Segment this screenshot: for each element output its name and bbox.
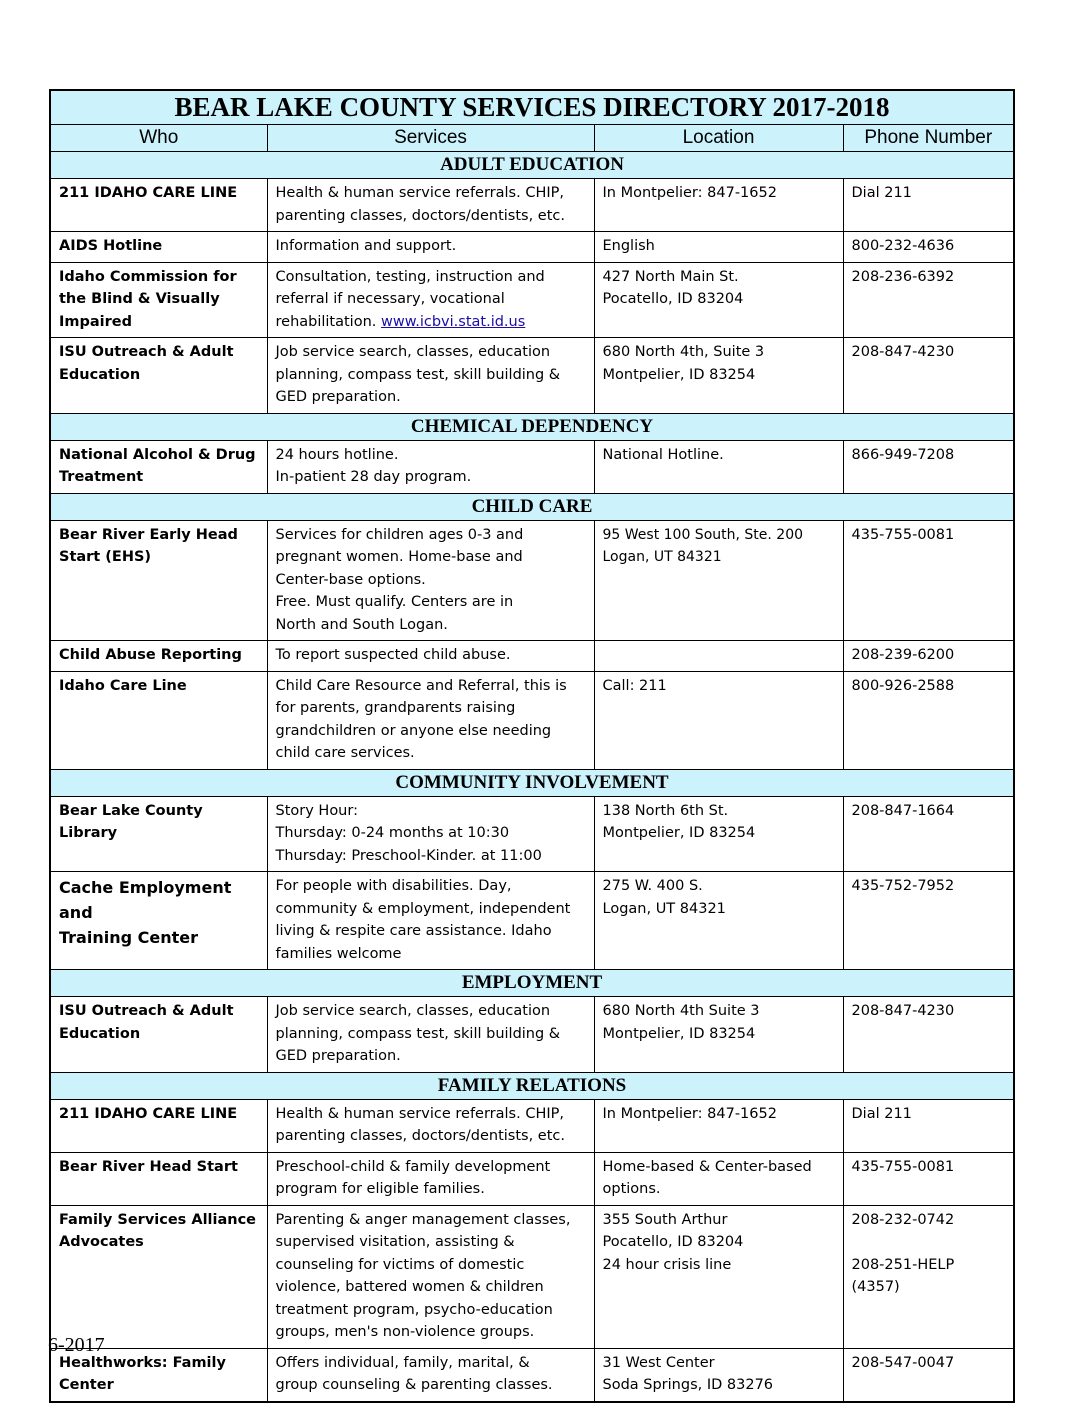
location-cell [594, 641, 843, 672]
services-text: For people with disabilities. Day, community & employment, independent living & respite care assistance. Idaho families welcome [275, 878, 571, 962]
services-text: Preschool-child & family development program for eligible families. [275, 1158, 551, 1197]
services-text: Job service search, classes, education planning, compass test, skill building & GED preparation. [275, 344, 561, 405]
who-cell: Child Abuse Reporting [50, 641, 267, 672]
phone-cell: 208-232-0742 208-251-HELP (4357) [843, 1205, 1014, 1348]
location-cell: National Hotline. [594, 440, 843, 493]
section-heading: FAMILY RELATIONS [50, 1072, 1014, 1099]
services-text: Health & human service referrals. CHIP, parenting classes, doctors/dentists, etc. [275, 1105, 565, 1144]
location-cell: In Montpelier: 847-1652 [594, 179, 843, 232]
services-text: Consultation, testing, instruction and referral if necessary, vocational rehabilitation. [275, 268, 545, 330]
who-cell: Healthworks: Family Center [50, 1348, 267, 1402]
services-cell [267, 796, 594, 872]
services-cell [267, 179, 594, 232]
table-row [50, 641, 1014, 672]
section-row [50, 970, 1014, 997]
table-row [50, 1152, 1014, 1205]
section-row [50, 152, 1014, 179]
table-row [50, 872, 1014, 970]
who-cell: Bear River Head Start [50, 1152, 267, 1205]
services-cell [267, 1099, 594, 1152]
phone-cell: 435-752-7952 [843, 872, 1014, 970]
phone-cell: 866-949-7208 [843, 440, 1014, 493]
location-cell: Call: 211 [594, 671, 843, 769]
phone-cell: 208-847-4230 [843, 338, 1014, 414]
services-text: Story Hour: Thursday: 0-24 months at 10:30 Thursday: Preschool-Kinder. at 11:00 [275, 802, 542, 864]
table-row [50, 997, 1014, 1073]
location-cell: 680 North 4th, Suite 3 Montpelier, ID 83254 [594, 338, 843, 414]
phone-cell: 208-847-4230 [843, 997, 1014, 1073]
services-text: Child Care Resource and Referral, this is for parents, grandparents raising grandchildren or anyone else needing child care services. [275, 677, 567, 761]
section-row [50, 493, 1014, 520]
table-row [50, 520, 1014, 641]
directory-body [50, 90, 1014, 1402]
services-text: Job service search, classes, education planning, compass test, skill building & GED preparation. [275, 1003, 561, 1064]
phone-cell: 208-236-6392 [843, 262, 1014, 338]
title-row [50, 90, 1014, 125]
services-cell [267, 232, 594, 263]
section-heading: CHEMICAL DEPENDENCY [50, 413, 1014, 440]
services-cell [267, 262, 594, 338]
services-cell [267, 997, 594, 1073]
location-cell: 427 North Main St. Pocatello, ID 83204 [594, 262, 843, 338]
column-header-phone: Phone Number [843, 125, 1014, 152]
location-cell: 31 West Center Soda Springs, ID 83276 [594, 1348, 843, 1402]
table-row [50, 338, 1014, 414]
page-title: BEAR LAKE COUNTY SERVICES DIRECTORY 2017-2018 [50, 90, 1014, 125]
section-heading: COMMUNITY INVOLVEMENT [50, 769, 1014, 796]
section-heading: ADULT EDUCATION [50, 152, 1014, 179]
table-row [50, 671, 1014, 769]
table-row [50, 796, 1014, 872]
services-text: 24 hours hotline. In-patient 28 day program. [275, 446, 472, 485]
phone-cell: 208-847-1664 [843, 796, 1014, 872]
section-row [50, 1072, 1014, 1099]
services-cell [267, 872, 594, 970]
services-cell [267, 671, 594, 769]
who-cell: 211 IDAHO CARE LINE [50, 179, 267, 232]
phone-cell: 435-755-0081 [843, 520, 1014, 641]
phone-cell: 800-232-4636 [843, 232, 1014, 263]
who-cell: 211 IDAHO CARE LINE [50, 1099, 267, 1152]
who-cell: Idaho Commission for the Blind & Visually Impaired [50, 262, 267, 338]
phone-cell: 435-755-0081 [843, 1152, 1014, 1205]
footer-date: 6-2017 [48, 1334, 105, 1356]
services-cell [267, 1152, 594, 1205]
who-cell: AIDS Hotline [50, 232, 267, 263]
services-text: Health & human service referrals. CHIP, parenting classes, doctors/dentists, etc. [275, 185, 565, 224]
services-text: Offers individual, family, marital, & group counseling & parenting classes. [275, 1354, 553, 1393]
services-cell [267, 440, 594, 493]
table-row [50, 1205, 1014, 1348]
table-row [50, 179, 1014, 232]
location-cell: 355 South Arthur Pocatello, ID 83204 24 hour crisis line [594, 1205, 843, 1348]
section-heading: EMPLOYMENT [50, 970, 1014, 997]
location-cell: 138 North 6th St. Montpelier, ID 83254 [594, 796, 843, 872]
location-cell: 275 W. 400 S. Logan, UT 84321 [594, 872, 843, 970]
services-cell [267, 641, 594, 672]
services-cell [267, 1348, 594, 1402]
who-cell: ISU Outreach & Adult Education [50, 338, 267, 414]
location-cell: 680 North 4th Suite 3 Montpelier, ID 83254 [594, 997, 843, 1073]
phone-cell: 800-926-2588 [843, 671, 1014, 769]
section-heading: CHILD CARE [50, 493, 1014, 520]
column-header-who: Who [50, 125, 267, 152]
location-cell: Home-based & Center-based options. [594, 1152, 843, 1205]
phone-cell: Dial 211 [843, 1099, 1014, 1152]
table-row [50, 232, 1014, 263]
section-row [50, 413, 1014, 440]
column-header-location: Location [594, 125, 843, 152]
services-cell [267, 338, 594, 414]
column-header-row [50, 125, 1014, 152]
table-row [50, 1348, 1014, 1402]
services-text: Services for children ages 0-3 and pregnant women. Home-base and Center-base options. Free. Must qualify. Centers are in North and South Logan. [275, 526, 524, 633]
location-cell: English [594, 232, 843, 263]
website-link[interactable]: www.icbvi.stat.id.us [381, 313, 526, 330]
who-cell: Cache Employment and Training Center [50, 872, 267, 970]
column-header-services: Services [267, 125, 594, 152]
phone-cell: 208-547-0047 [843, 1348, 1014, 1402]
who-cell: Family Services Alliance Advocates [50, 1205, 267, 1348]
table-row [50, 262, 1014, 338]
services-text: Parenting & anger management classes, supervised visitation, assisting & counseling for victims of domestic violence, battered women & children treatment program, psycho-education groups, men's non-violence groups. [275, 1211, 571, 1340]
services-cell [267, 520, 594, 641]
location-cell: In Montpelier: 847-1652 [594, 1099, 843, 1152]
phone-cell: 208-239-6200 [843, 641, 1014, 672]
who-cell: Idaho Care Line [50, 671, 267, 769]
who-cell: Bear River Early Head Start (EHS) [50, 520, 267, 641]
services-text: Information and support. [275, 238, 457, 254]
table-row [50, 1099, 1014, 1152]
location-cell: 95 West 100 South, Ste. 200 Logan, UT 84321 [594, 520, 843, 641]
services-text: To report suspected child abuse. [275, 647, 511, 663]
who-cell: National Alcohol & Drug Treatment [50, 440, 267, 493]
section-row [50, 769, 1014, 796]
who-cell: Bear Lake County Library [50, 796, 267, 872]
directory-table [49, 89, 1015, 1403]
table-row [50, 440, 1014, 493]
services-cell [267, 1205, 594, 1348]
phone-cell: Dial 211 [843, 179, 1014, 232]
who-cell: ISU Outreach & Adult Education [50, 997, 267, 1073]
